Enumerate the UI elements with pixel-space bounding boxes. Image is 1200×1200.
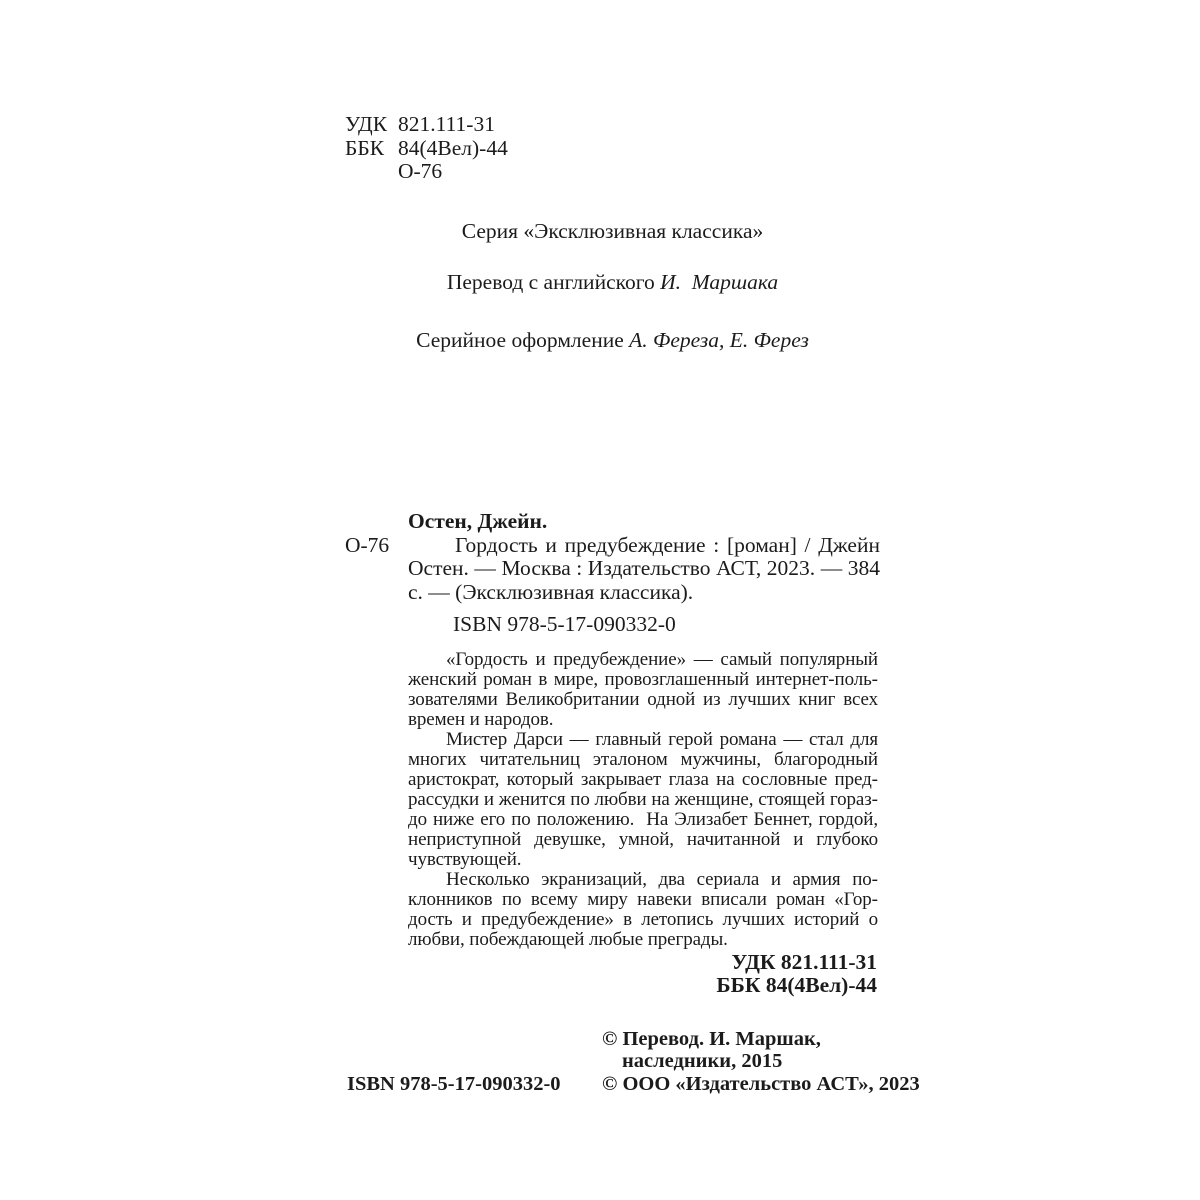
footer-classification-codes [716,951,877,996]
annotation-paragraph-3: Несколько экранизаций, два сериала и армия поклонников по всему миру навеки вписали роман «Гордость и предубеждение» в летопись лучших историй о любви, побеждающей любые преграды. [408,869,878,950]
copyright-block [602,1028,920,1095]
catalog-card [345,510,880,637]
classification-block [345,113,508,184]
design-line [345,328,880,353]
udk-label: УДК [345,112,388,136]
catalog-author: Остен, Джейн. [408,509,548,533]
bbk-value: 84(4Вел)-44 [398,135,508,160]
design-prefix: Серийное оформление [416,328,624,352]
catalog-author-code: О-76 [345,532,390,557]
footer-bbk: ББК 84(4Вел)-44 [716,972,877,997]
bbk-row [345,137,508,161]
translator-name: И. Маршака [660,270,779,294]
udk-value: 821.111-31 [398,112,495,136]
isbn-bottom: ISBN 978-5-17-090332-0 [347,1073,561,1095]
translation-prefix: Перевод с английского [446,270,655,294]
annotation-paragraph-1: «Гордость и предубеждение» — самый популярный женский роман в мире, провозглашенный интернет-пользователями Великобритании одной из лучших книг всех времен и народов. [408,649,878,730]
bbk-label: ББК [345,135,385,160]
annotation-paragraph-2: Мистер Дарси — главный герой романа — стал для многих читательниц эталоном мужчины, благородный аристократ, который закрывает глаза на сословные предрассудки и женится по любви на женщине, стоящей гораздо ниже его по положению. На Элизабет Беннет, гордой, неприступной девушке, умной, начитанной и глубоко чувствующей. [408,729,878,870]
annotation [408,650,878,950]
copyright-heirs-line: наследники, 2015 [622,1050,783,1073]
designer-names: А. Фереза, Е. Ферез [629,328,809,352]
copyright-translation-line: © Перевод. И. Маршак, [602,1028,821,1050]
catalog-description: Гордость и предубеждение : [роман] / Джейн Остен. — Москва : Издательство АСТ, 2023. — 384 с. — (Эксклюзивная классика). [408,532,880,604]
udk-row [345,113,508,137]
author-code: О-76 [398,159,443,183]
isbn-catalog: ISBN 978-5-17-090332-0 [453,612,676,637]
series-line: Серия «Эксклюзивная классика» [461,219,764,243]
author-code-row [345,160,508,184]
translation-line [345,270,880,295]
footer-udk: УДК 821.111-31 [731,950,877,974]
copyright-publisher-line: © ООО «Издательство АСТ», 2023 [602,1072,920,1095]
